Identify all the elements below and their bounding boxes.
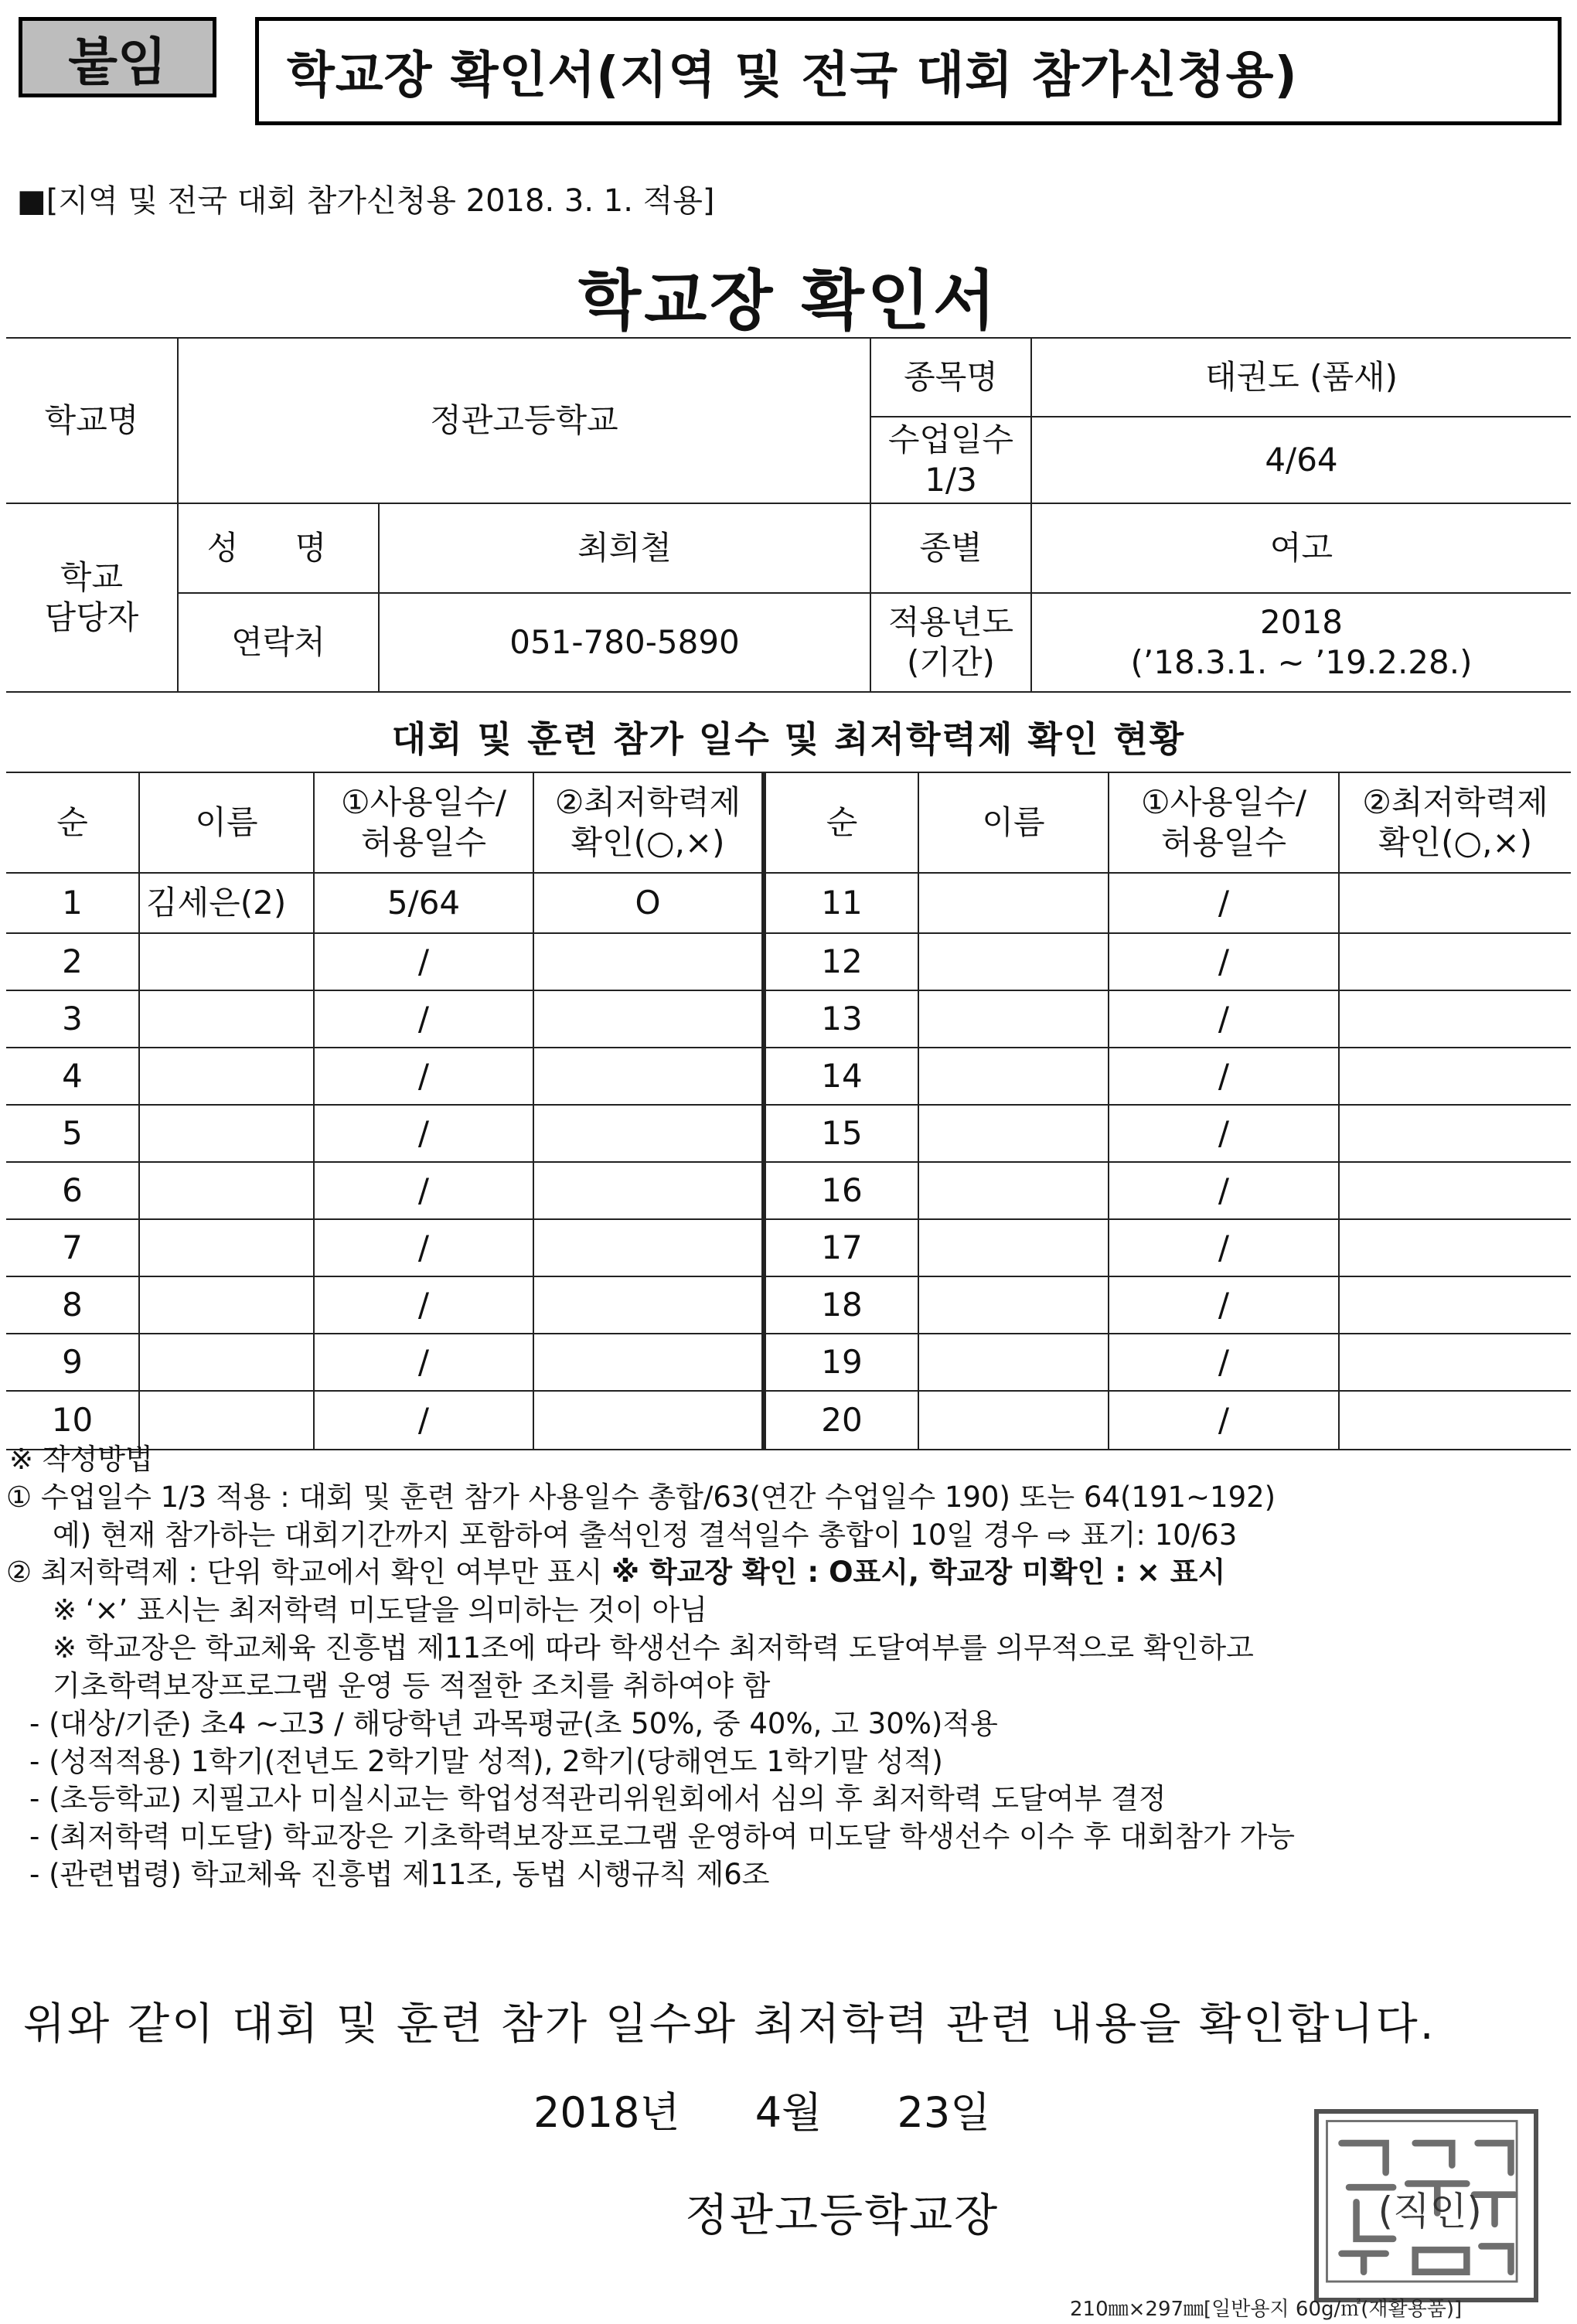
- row-name-left: [139, 1162, 314, 1219]
- manager-label-line2: 담당자: [44, 598, 139, 636]
- row-days-left: /: [314, 1334, 533, 1391]
- instructions-heading: ※ 작성방법: [9, 1443, 153, 1476]
- row-check-left: [533, 1105, 764, 1162]
- instruction-2c: ※ ‘×’ 표시는 최저학력 미도달을 의미하는 것이 아님: [53, 1593, 707, 1627]
- col-check-left-line1: ②최저학력제: [554, 782, 741, 821]
- header-title: 학교장 확인서(지역 및 전국 대회 참가신청용): [255, 17, 1562, 125]
- type-value: 여고: [1031, 503, 1571, 593]
- school-name-value: 정관고등학교: [178, 338, 870, 503]
- row-days-right: /: [1109, 1334, 1339, 1391]
- table-row: [6, 873, 1571, 933]
- row-no-right: 13: [764, 990, 918, 1048]
- row-no-right: 19: [764, 1334, 918, 1391]
- date-line: [533, 2080, 1052, 2139]
- table-row: [6, 990, 1571, 1048]
- year-label: [870, 593, 1031, 692]
- paper-spec: 210㎜×297㎜[일반용지 60g/㎡(재활용품)]: [1070, 2298, 1463, 2321]
- class-days-value: 4/64: [1031, 417, 1571, 503]
- row-days-left: /: [314, 1048, 533, 1105]
- col-name-right: 이름: [918, 772, 1109, 873]
- row-no-right: 18: [764, 1276, 918, 1334]
- col-check-left-line2: 확인(○,×): [571, 823, 725, 861]
- row-check-left: [533, 990, 764, 1048]
- row-days-left: /: [314, 1391, 533, 1450]
- row-no-left: 1: [6, 873, 139, 933]
- row-name-right: [918, 1048, 1109, 1105]
- row-days-right: /: [1109, 933, 1339, 990]
- instruction-dash-5: - (관련법령) 학교체육 진흥법 제11조, 동법 시행규칙 제6조: [29, 1858, 770, 1892]
- info-table: [6, 337, 1571, 693]
- row-check-left: [533, 1334, 764, 1391]
- row-no-right: 14: [764, 1048, 918, 1105]
- row-days-right: /: [1109, 990, 1339, 1048]
- col-no-right: 순: [764, 772, 918, 873]
- row-name-left: [139, 1105, 314, 1162]
- date-day: 23일: [897, 2088, 991, 2137]
- row-no-left: 7: [6, 1219, 139, 1276]
- row-name-right: [918, 873, 1109, 933]
- row-name-right: [918, 1105, 1109, 1162]
- notice-line: ■[지역 및 전국 대회 참가신청용 2018. 3. 1. 적용]: [17, 183, 715, 219]
- col-no-left: 순: [6, 772, 139, 873]
- col-days-left-line2: 허용일수: [360, 823, 487, 861]
- instruction-2d: ※ 학교장은 학교체육 진흥법 제11조에 따라 학생선수 최저학력 도달여부를 의무적으로 확인하고: [53, 1631, 1254, 1665]
- year-label-line1: 적용년도: [887, 602, 1014, 641]
- row-days-left: /: [314, 1219, 533, 1276]
- row-name-left: [139, 990, 314, 1048]
- row-name-right: [918, 933, 1109, 990]
- date-year: 2018년: [533, 2088, 680, 2137]
- row-name-left: [139, 1048, 314, 1105]
- row-days-right: /: [1109, 1219, 1339, 1276]
- year-value: [1031, 593, 1571, 692]
- col-check-right-line2: 확인(○,×): [1378, 823, 1533, 861]
- instructions: [6, 1441, 1571, 1894]
- manager-label-line1: 학교: [60, 557, 124, 596]
- confirmation-statement: 위와 같이 대회 및 훈련 참가 일수와 최저학력 관련 내용을 확인합니다.: [23, 1999, 1436, 2050]
- instruction-1a: ① 수업일수 1/3 적용 : 대회 및 훈련 참가 사용일수 총합/63(연간 수업일수 190) 또는 64(191~192): [6, 1480, 1276, 1514]
- row-no-right: 12: [764, 933, 918, 990]
- row-name-left: [139, 1334, 314, 1391]
- table-row: [6, 1334, 1571, 1391]
- row-days-right: /: [1109, 873, 1339, 933]
- class-days-label-line2: 1/3: [925, 461, 977, 499]
- row-check-right: [1339, 1048, 1571, 1105]
- row-no-right: 15: [764, 1105, 918, 1162]
- row-check-left: [533, 1276, 764, 1334]
- instruction-2a: ② 최저학력제 : 단위 학교에서 확인 여부만 표시: [6, 1556, 603, 1590]
- table-row: [6, 1162, 1571, 1219]
- row-days-left: /: [314, 1276, 533, 1334]
- row-days-right: /: [1109, 1048, 1339, 1105]
- table-row: [6, 1048, 1571, 1105]
- row-name-right: [918, 1162, 1109, 1219]
- row-no-left: 3: [6, 990, 139, 1048]
- row-no-left: 8: [6, 1276, 139, 1334]
- contact-value: 051-780-5890: [379, 593, 870, 692]
- row-days-right: /: [1109, 1162, 1339, 1219]
- row-no-right: 16: [764, 1162, 918, 1219]
- row-check-right: [1339, 1334, 1571, 1391]
- row-days-left: /: [314, 933, 533, 990]
- signer-name: 정관고등학교장: [685, 2189, 1000, 2241]
- instruction-2e: 기초학력보장프로그램 운영 등 적절한 조치를 취하여야 함: [53, 1668, 771, 1702]
- row-days-right: /: [1109, 1391, 1339, 1450]
- row-no-left: 6: [6, 1162, 139, 1219]
- row-check-right: [1339, 990, 1571, 1048]
- table-header-row: [6, 772, 1571, 873]
- col-check-right: [1339, 772, 1571, 873]
- row-no-left: 2: [6, 933, 139, 990]
- row-name-left: 김세은(2): [139, 873, 314, 933]
- participation-table: [6, 772, 1571, 1450]
- seal-label: (직인): [1378, 2188, 1482, 2234]
- table-row: [6, 1219, 1571, 1276]
- event-label: 종목명: [870, 338, 1031, 417]
- seal-graphic: [1319, 2114, 1534, 2298]
- instruction-dash-2: - (성적적용) 1학기(전년도 2학기말 성적), 2학기(당해연도 1학기말 성적): [29, 1744, 943, 1778]
- row-check-right: [1339, 1219, 1571, 1276]
- row-no-left: 4: [6, 1048, 139, 1105]
- row-days-right: /: [1109, 1105, 1339, 1162]
- instruction-2: [6, 1554, 1571, 1592]
- row-days-left: /: [314, 990, 533, 1048]
- col-check-right-line1: ②최저학력제: [1362, 782, 1548, 821]
- row-check-left: [533, 1162, 764, 1219]
- col-days-right-line2: 허용일수: [1160, 823, 1287, 861]
- instruction-2b: ※ 학교장 확인 : O표시, 학교장 미확인 : × 표시: [611, 1556, 1226, 1590]
- table-row: [6, 933, 1571, 990]
- col-check-left: [533, 772, 764, 873]
- instruction-1b: 예) 현재 참가하는 대회기간까지 포함하여 출석인정 결석일수 총합이 10일 경우 ⇨ 표기: 10/63: [53, 1518, 1238, 1552]
- row-check-right: [1339, 1276, 1571, 1334]
- row-no-left: 5: [6, 1105, 139, 1162]
- row-check-left: [533, 933, 764, 990]
- row-days-left: /: [314, 1162, 533, 1219]
- section-title: 대회 및 훈련 참가 일수 및 최저학력제 확인 현황: [391, 718, 1186, 760]
- row-check-right: [1339, 933, 1571, 990]
- year-value-line2: (’18.3.1. ~ ’19.2.28.): [1130, 643, 1473, 681]
- row-check-right: [1339, 1105, 1571, 1162]
- row-check-left: [533, 1048, 764, 1105]
- row-no-right: 17: [764, 1219, 918, 1276]
- row-name-right: [918, 990, 1109, 1048]
- year-value-line1: 2018: [1260, 602, 1343, 641]
- col-name-left: 이름: [139, 772, 314, 873]
- row-name-left: [139, 933, 314, 990]
- year-label-line2: (기간): [907, 643, 995, 681]
- instruction-dash-3: - (초등학교) 지필고사 미실시교는 학업성적관리위원회에서 심의 후 최저학력 도달여부 결정: [29, 1782, 1167, 1816]
- row-check-right: [1339, 873, 1571, 933]
- row-check-left: [533, 1219, 764, 1276]
- row-no-left: 9: [6, 1334, 139, 1391]
- row-check-left: O: [533, 873, 764, 933]
- contact-label: 연락처: [178, 593, 379, 692]
- col-days-left: [314, 772, 533, 873]
- row-check-right: [1339, 1162, 1571, 1219]
- row-name-left: [139, 1219, 314, 1276]
- manager-label: [6, 503, 178, 692]
- row-no-right: 20: [764, 1391, 918, 1450]
- date-month: 4월: [754, 2088, 823, 2137]
- manager-name-label: 성 명: [178, 503, 379, 593]
- row-name-right: [918, 1219, 1109, 1276]
- row-name-right: [918, 1276, 1109, 1334]
- col-days-right-line1: ①사용일수/: [1140, 782, 1307, 821]
- table-row: [6, 1276, 1571, 1334]
- row-days-left: 5/64: [314, 873, 533, 933]
- row-name-left: [139, 1276, 314, 1334]
- instruction-dash-4: - (최저학력 미도달) 학교장은 기초학력보장프로그램 운영하여 미도달 학생선수 이수 후 대회참가 가능: [29, 1820, 1296, 1854]
- type-label: 종별: [870, 503, 1031, 593]
- school-name-label: 학교명: [6, 338, 178, 503]
- official-seal-stamp: [1314, 2109, 1538, 2302]
- row-name-right: [918, 1334, 1109, 1391]
- row-no-left: 10: [6, 1391, 139, 1450]
- manager-name-value: 최희철: [379, 503, 870, 593]
- document-title: 학교장 확인서: [577, 263, 1000, 339]
- col-days-right: [1109, 772, 1339, 873]
- class-days-label-line1: 수업일수: [887, 420, 1014, 458]
- row-days-right: /: [1109, 1276, 1339, 1334]
- row-days-left: /: [314, 1105, 533, 1162]
- instruction-dash-1: - (대상/기준) 초4 ~고3 / 해당학년 과목평균(초 50%, 중 40%, 고 30%)적용: [29, 1706, 998, 1740]
- table-row: [6, 1105, 1571, 1162]
- event-value: 태권도 (품새): [1031, 338, 1571, 417]
- row-no-right: 11: [764, 873, 918, 933]
- col-days-left-line1: ①사용일수/: [340, 782, 507, 821]
- attachment-tag: 붙임: [19, 17, 216, 97]
- class-days-label: [870, 417, 1031, 503]
